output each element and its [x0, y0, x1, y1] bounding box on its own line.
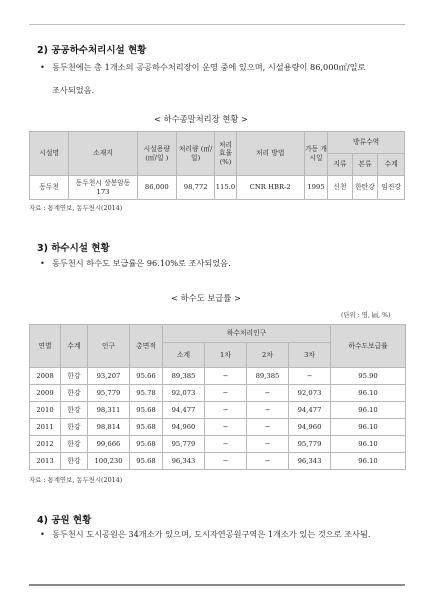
cell-subtotal: 94,960 — [163, 419, 205, 436]
cell-area: 95.68 — [130, 436, 163, 453]
cell-tertiary: 94,477 — [289, 402, 331, 419]
table2-unit: (단위 : 명, ㎢, %) — [341, 312, 391, 319]
cell-secondary: 89,385 — [247, 368, 289, 385]
cell-rate: 95.90 — [331, 368, 406, 385]
table-row — [30, 176, 405, 200]
th-population: 인구 — [88, 325, 130, 368]
section-3-text — [40, 252, 395, 275]
th-discharge: 방류수역 — [328, 132, 405, 154]
section-2-text — [40, 56, 395, 102]
cell-subtotal: 92,073 — [163, 385, 205, 402]
cell-primary: − — [205, 453, 247, 470]
th-secondary: 2차 — [247, 343, 289, 368]
th-tributary: 지류 — [328, 154, 353, 176]
cell-primary: − — [205, 419, 247, 436]
th-treated-pop: 하수처리인구 — [163, 325, 331, 343]
bottom-rule — [29, 584, 405, 586]
section-4-heading: 4) 공원 현황 — [37, 515, 92, 526]
cell-system: 한강 — [61, 453, 88, 470]
cell-subtotal: 94,477 — [163, 402, 205, 419]
cell-population: 100,230 — [88, 453, 130, 470]
bullet-icon: • — [40, 62, 45, 72]
bullet-icon: • — [40, 529, 45, 539]
section-2-line1: 동두천에는 총 1개소의 공공하수처리장이 운영 중에 있으며, 시설용량이 86,000㎥/일로 — [52, 62, 366, 72]
table-row — [30, 402, 406, 419]
cell-tributary: 신천 — [328, 176, 353, 200]
th-main: 본류 — [352, 154, 378, 176]
table-row — [30, 436, 406, 453]
cell-capacity: 86,000 — [137, 176, 176, 200]
cell-area: 95.66 — [130, 368, 163, 385]
cell-population: 98,814 — [88, 419, 130, 436]
th-system: 수계 — [378, 154, 405, 176]
cell-population: 93,207 — [88, 368, 130, 385]
cell-secondary: − — [247, 453, 289, 470]
th-name: 시설명 — [30, 132, 69, 176]
table-row — [30, 385, 406, 402]
table-row — [30, 453, 406, 470]
th-water-system: 수계 — [61, 325, 88, 368]
cell-system: 한강 — [61, 436, 88, 453]
cell-year: 2010 — [30, 402, 61, 419]
cell-year: 2008 — [30, 368, 61, 385]
cell-tertiary: − — [289, 368, 331, 385]
cell-start-year: 1995 — [304, 176, 327, 200]
cell-rate: 96.10 — [331, 385, 406, 402]
th-capacity: 시설용량 (㎥/일 ) — [137, 132, 176, 176]
table2-caption: < 하수도 보급률 > — [171, 293, 241, 303]
cell-primary: − — [205, 368, 247, 385]
top-rule — [29, 24, 405, 25]
cell-primary: − — [205, 436, 247, 453]
cell-system: 한강 — [61, 419, 88, 436]
cell-secondary: − — [247, 402, 289, 419]
cell-area: 95.68 — [130, 402, 163, 419]
cell-main: 한탄강 — [352, 176, 378, 200]
cell-rate: 96.10 — [331, 419, 406, 436]
th-year: 연별 — [30, 325, 61, 368]
cell-secondary: − — [247, 419, 289, 436]
table2-source: 자료 : 통계연보, 동두천시(2014) — [29, 476, 123, 484]
th-start-year: 가동 개시일 — [304, 132, 327, 176]
th-rate: 하수도보급률 — [331, 325, 406, 368]
bullet-icon: • — [40, 258, 45, 268]
cell-primary: − — [205, 402, 247, 419]
section-2-heading: 2) 공공하수처리시설 현황 — [37, 45, 147, 56]
cell-tertiary: 92,073 — [289, 385, 331, 402]
cell-tertiary: 96,343 — [289, 453, 331, 470]
section-3-line: 동두천시 하수도 보급률은 96.10%로 조사되었음. — [52, 258, 231, 268]
table-row — [30, 368, 406, 385]
cell-amount: 98,772 — [176, 176, 214, 200]
cell-area: 95.68 — [130, 419, 163, 436]
cell-subtotal: 96,343 — [163, 453, 205, 470]
th-amount: 처리량 (㎥/일) — [176, 132, 214, 176]
section-4-text — [40, 523, 395, 546]
cell-subtotal: 89,385 — [163, 368, 205, 385]
th-area: 총면적 — [130, 325, 163, 368]
cell-name: 동두천 — [30, 176, 69, 200]
section-4-line: 동두천시 도시공원은 34개소가 있으며, 도시자연공원구역은 1개소가 있는 것으로 조사됨. — [52, 529, 371, 539]
cell-year: 2011 — [30, 419, 61, 436]
cell-rate: 96.10 — [331, 436, 406, 453]
cell-rate: 96.10 — [331, 453, 406, 470]
cell-system: 한강 — [61, 368, 88, 385]
cell-subtotal: 95,779 — [163, 436, 205, 453]
cell-system: 한강 — [61, 402, 88, 419]
cell-population: 99,666 — [88, 436, 130, 453]
cell-year: 2013 — [30, 453, 61, 470]
sewerage-rate-table — [29, 324, 406, 470]
cell-system: 임진강 — [378, 176, 405, 200]
cell-area: 95.78 — [130, 385, 163, 402]
section-2-line2: 조사되었음. — [52, 85, 95, 95]
section-3-heading: 3) 하수시설 현황 — [37, 243, 110, 254]
cell-secondary: − — [247, 436, 289, 453]
cell-population: 98,311 — [88, 402, 130, 419]
cell-system: 한강 — [61, 385, 88, 402]
cell-tertiary: 94,960 — [289, 419, 331, 436]
th-method: 처리 방법 — [236, 132, 304, 176]
cell-population: 95,779 — [88, 385, 130, 402]
th-efficiency: 처리 효율 (%) — [215, 132, 236, 176]
cell-location: 동두천시 상봉암동 173 — [69, 176, 137, 200]
th-subtotal: 소계 — [163, 343, 205, 368]
th-location: 소재지 — [69, 132, 137, 176]
cell-year: 2009 — [30, 385, 61, 402]
wastewater-plant-table — [29, 131, 405, 200]
cell-secondary: − — [247, 385, 289, 402]
th-tertiary: 3차 — [289, 343, 331, 368]
cell-year: 2012 — [30, 436, 61, 453]
cell-method: CNR HBR-2 — [236, 176, 304, 200]
table-row — [30, 419, 406, 436]
cell-rate: 96.10 — [331, 402, 406, 419]
table1-source: 자료 : 통계연보, 동두천시(2014) — [29, 204, 123, 212]
cell-area: 95.68 — [130, 453, 163, 470]
cell-tertiary: 95,779 — [289, 436, 331, 453]
th-primary: 1차 — [205, 343, 247, 368]
cell-efficiency: 115.0 — [215, 176, 236, 200]
table1-caption: < 하수종말처리장 현황 > — [154, 114, 248, 124]
cell-primary: − — [205, 385, 247, 402]
